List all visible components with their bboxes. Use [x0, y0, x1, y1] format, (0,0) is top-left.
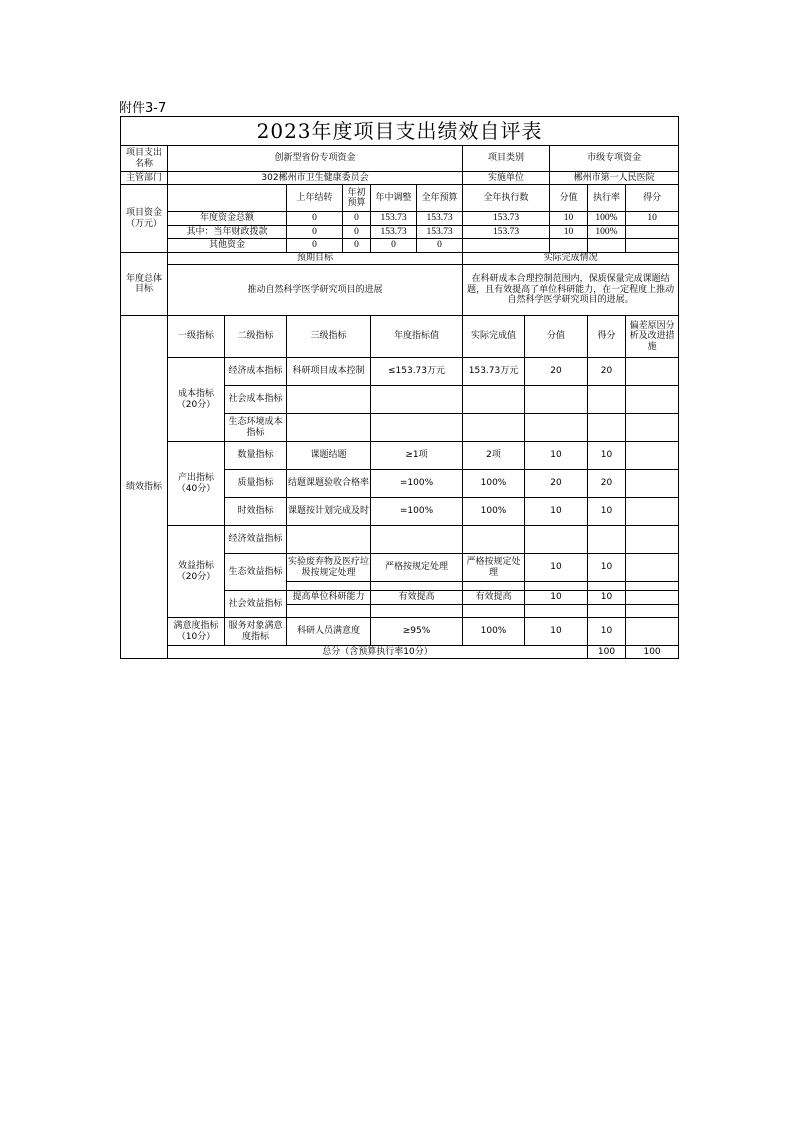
goal-expected-label: 预期目标	[168, 253, 463, 265]
ind-target: ≤153.73万元	[371, 358, 463, 386]
funds-cell	[463, 239, 550, 253]
ind-target: ≥95%	[371, 618, 463, 646]
funds-cell: 10	[550, 226, 588, 239]
goal-expected: 推动自然科学医学研究项目的进展	[168, 265, 463, 316]
ind-got: 10	[588, 618, 626, 646]
funds-cell: 0	[417, 239, 463, 253]
level1-satisfaction: 满意度指标（10分）	[168, 618, 225, 646]
total-score: 100	[588, 646, 626, 659]
ind-actual: 100%	[463, 470, 525, 498]
funds-cell: 153.73	[371, 226, 417, 239]
funds-header: 执行率	[588, 185, 626, 212]
ind-score: 10	[525, 498, 588, 526]
level2-econ-cost: 经济成本指标	[225, 358, 287, 386]
impl-value: 郴州市第一人民医院	[550, 172, 679, 185]
funds-cell: 10	[550, 212, 588, 226]
level2-eco-cost: 生态环境成本指标	[225, 414, 287, 442]
funds-header: 年初预算	[343, 185, 371, 212]
funds-cell: 0	[287, 239, 343, 253]
funds-cell: 153.73	[417, 226, 463, 239]
ind-header: 得分	[588, 316, 626, 358]
level2-econ-benefit: 经济效益指标	[225, 526, 287, 554]
ind-target: ≥1项	[371, 442, 463, 470]
ind-note	[626, 358, 679, 386]
ind-score: 20	[525, 470, 588, 498]
funds-cell: 0	[343, 239, 371, 253]
ind-score: 10	[525, 591, 588, 605]
project-name: 创新型省份专项资金	[168, 146, 463, 172]
category-label: 项目类别	[463, 146, 550, 172]
ind-got: 20	[588, 470, 626, 498]
level1-benefit: 效益指标（20分）	[168, 526, 225, 618]
funds-cell	[626, 226, 679, 239]
total-label: 总分（含预算执行率10分）	[168, 646, 588, 659]
level2-quantity: 数量指标	[225, 442, 287, 470]
funds-cell: 153.73	[371, 212, 417, 226]
ind-actual: 100%	[463, 498, 525, 526]
ind-name: 课题结题	[287, 442, 371, 470]
funds-header: 全年执行数	[463, 185, 550, 212]
funds-cell	[588, 239, 626, 253]
ind-name: 科研人员满意度	[287, 618, 371, 646]
ind-header: 年度指标值	[371, 316, 463, 358]
funds-cell: 153.73	[463, 212, 550, 226]
level2-timeliness: 时效指标	[225, 498, 287, 526]
dept-value: 302郴州市卫生健康委员会	[168, 172, 463, 185]
impl-label: 实施单位	[463, 172, 550, 185]
funds-cell: 153.73	[417, 212, 463, 226]
funds-cell: 0	[287, 226, 343, 239]
ind-got: 10	[588, 554, 626, 582]
funds-cell	[550, 239, 588, 253]
funds-row-label: 年度资金总额	[168, 212, 287, 226]
attachment-label: 附件3-7	[119, 101, 167, 116]
ind-actual: 2项	[463, 442, 525, 470]
ind-name: 提高单位科研能力	[287, 591, 371, 605]
ind-actual: 有效提高	[463, 591, 525, 605]
page-title: 2023年度项目支出绩效自评表	[121, 117, 679, 146]
ind-name: 课题按计划完成及时	[287, 498, 371, 526]
goal-actual-label: 实际完成情况	[463, 253, 679, 265]
funds-cell: 0	[343, 212, 371, 226]
project-name-label: 项目支出名称	[121, 146, 168, 172]
ind-target: =100%	[371, 498, 463, 526]
ind-header: 三级指标	[287, 316, 371, 358]
funds-cell: 0	[343, 226, 371, 239]
ind-score: 20	[525, 358, 588, 386]
performance-table	[120, 116, 679, 659]
funds-label: 项目资金（万元）	[121, 185, 168, 253]
funds-cell: 0	[371, 239, 417, 253]
funds-header: 全年预算	[417, 185, 463, 212]
indicators-side-label: 绩效指标	[121, 316, 168, 659]
ind-target: 有效提高	[371, 591, 463, 605]
funds-header-blank	[168, 185, 287, 212]
funds-header: 得分	[626, 185, 679, 212]
level2-social-cost: 社会成本指标	[225, 386, 287, 414]
ind-name: 科研项目成本控制	[287, 358, 371, 386]
ind-score: 10	[525, 618, 588, 646]
funds-cell: 100%	[588, 226, 626, 239]
ind-name: 结题课题验收合格率	[287, 470, 371, 498]
funds-header: 分值	[550, 185, 588, 212]
ind-got: 20	[588, 358, 626, 386]
level1-cost: 成本指标（20分）	[168, 358, 225, 442]
ind-target: =100%	[371, 470, 463, 498]
ind-actual: 100%	[463, 618, 525, 646]
level2-eco-benefit: 生态效益指标	[225, 554, 287, 591]
funds-cell: 153.73	[463, 226, 550, 239]
ind-target: 严格按规定处理	[371, 554, 463, 582]
level1-output: 产出指标（40分）	[168, 442, 225, 526]
ind-header: 二级指标	[225, 316, 287, 358]
ind-got: 10	[588, 591, 626, 605]
funds-cell: 100%	[588, 212, 626, 226]
ind-header: 分值	[525, 316, 588, 358]
funds-row-label: 其他资金	[168, 239, 287, 253]
total-got: 100	[626, 646, 679, 659]
ind-header: 一级指标	[168, 316, 225, 358]
ind-name: 实验废弃物及医疗垃圾按规定处理	[287, 554, 371, 582]
funds-cell	[626, 239, 679, 253]
funds-header: 上年结转	[287, 185, 343, 212]
funds-cell: 10	[626, 212, 679, 226]
level2-service: 服务对象满意度指标	[225, 618, 287, 646]
funds-header: 年中调整	[371, 185, 417, 212]
ind-header: 实际完成值	[463, 316, 525, 358]
ind-actual: 153.73万元	[463, 358, 525, 386]
ind-got: 10	[588, 498, 626, 526]
ind-score: 10	[525, 442, 588, 470]
funds-cell: 0	[287, 212, 343, 226]
ind-actual: 严格按规定处理	[463, 554, 525, 582]
goal-actual: 在科研成本合理控制范围内，保质保量完成课题结题，且有效提高了单位科研能力，在一定程度上推动自然科学医学研究项目的进展。	[463, 265, 679, 316]
ind-score: 10	[525, 554, 588, 582]
goal-label: 年度总体目标	[121, 253, 168, 316]
level2-quality: 质量指标	[225, 470, 287, 498]
funds-row-label: 其中：当年财政拨款	[168, 226, 287, 239]
category-value: 市级专项资金	[550, 146, 679, 172]
dept-label: 主管部门	[121, 172, 168, 185]
level2-social-benefit: 社会效益指标	[225, 591, 287, 618]
ind-header: 偏差原因分析及改进措施	[626, 316, 679, 358]
ind-got: 10	[588, 442, 626, 470]
